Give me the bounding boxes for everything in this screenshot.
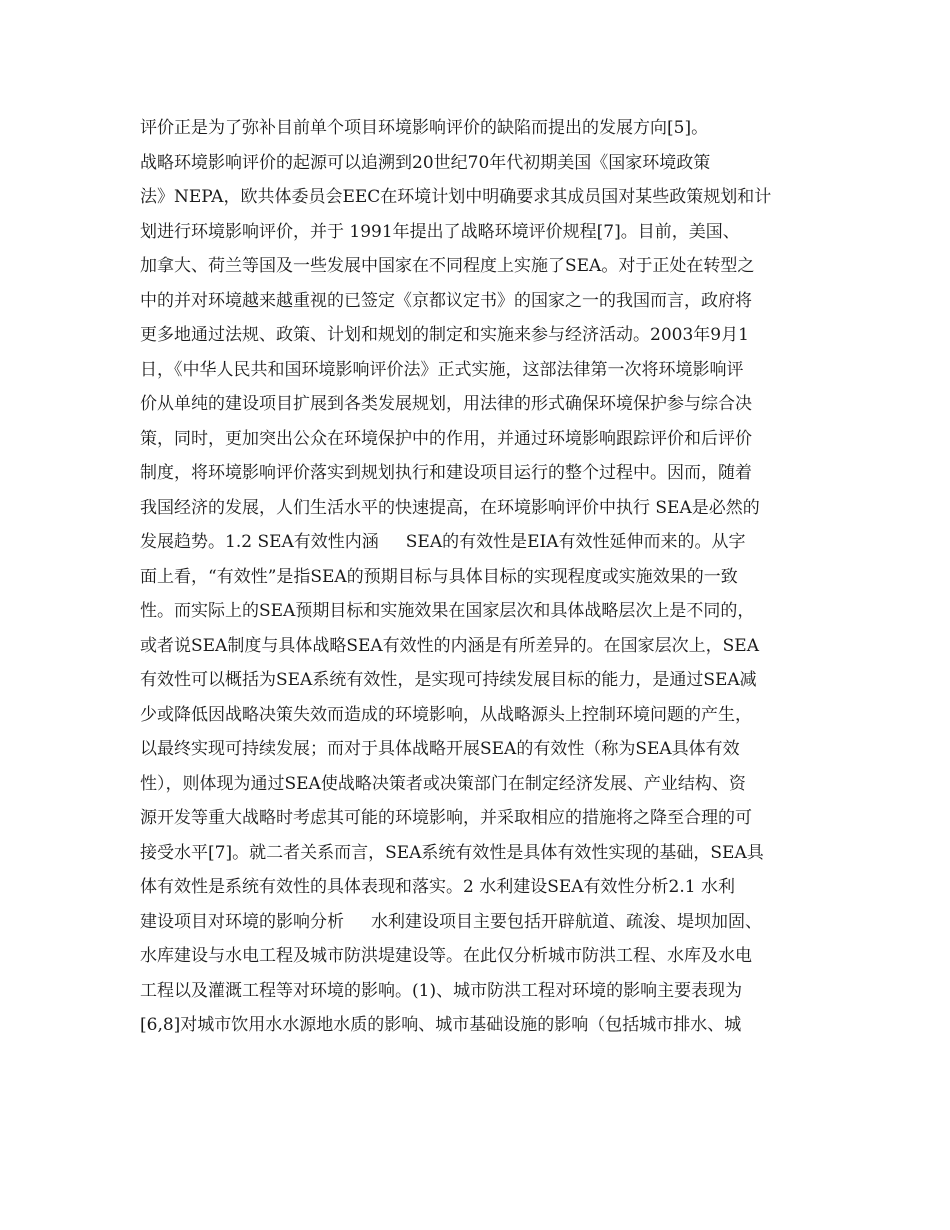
text-line: 建设项目对环境的影响分析 水利建设项目主要包括开辟航道、疏浚、堤坝加固、 (140, 911, 763, 932)
text-line: 面上看，“有效性”是指SEA的预期目标与具体目标的实现程度或实施效果的一致 (140, 566, 738, 587)
text-line: 法》NEPA，欧共体委员会EEC在环境计划中明确要求其成员国对某些政策规划和计 (140, 187, 772, 207)
text-line: 更多地通过法规、政策、计划和规划的制定和实施来参与经济活动。2003年9月1 (140, 325, 749, 345)
body-text (140, 111, 830, 1043)
text-line: 或者说SEA制度与具体战略SEA有效性的内涵是有所差异的。在国家层次上，SEA (140, 635, 759, 656)
text-line: 性），则体现为通过SEA使战略决策者或决策部门在制定经济发展、产业结构、资 (140, 773, 746, 794)
text-line: 水库建设与水电工程及城市防洪堤建设等。在此仅分析城市防洪工程、水库及水电 (140, 946, 752, 966)
text-line: 我国经济的发展，人们生活水平的快速提高，在环境影响评价中执行 SEA是必然的 (140, 497, 760, 518)
text-line: 加拿大、荷兰等国及一些发展中国家在不同程度上实施了SEA。对于正处在转型之 (140, 256, 755, 276)
text-line: 以最终实现可持续发展；而对于具体战略开展SEA的有效性（称为SEA具体有效 (140, 739, 740, 759)
text-line: 性。而实际上的SEA预期目标和实施效果在国家层次和具体战略层次上是不同的， (140, 601, 755, 621)
text-line: 价从单纯的建设项目扩展到各类发展规划，用法律的形式确保环境保护参与综合决 (140, 394, 752, 414)
text-line: 工程以及灌溉工程等对环境的影响。(1)、城市防洪工程对环境的影响主要表现为 (140, 980, 743, 1001)
text-line: 体有效性是系统有效性的具体表现和落实。2 水利建设SEA有效性分析2.1 水利 (140, 877, 735, 897)
text-line: 划进行环境影响评价，并于 1991年提出了战略环境评价规程[7]。目前，美国、 (140, 221, 740, 242)
text-line: 战略环境影响评价的起源可以追溯到20世纪70年代初期美国《国家环境政策 (140, 152, 711, 173)
text-line: 接受水平[7]。就二者关系而言，SEA系统有效性是具体有效性实现的基础，SEA具 (140, 842, 764, 863)
text-line: 源开发等重大战略时考虑其可能的环境影响，并采取相应的措施将之降至合理的可 (140, 808, 752, 828)
text-line: 有效性可以概括为SEA系统有效性，是实现可持续发展目标的能力，是通过SEA减 (140, 670, 757, 690)
text-line: [6,8]对城市饮用水水源地水质的影响、城市基础设施的影响（包括城市排水、城 (140, 1015, 742, 1035)
text-line: 发展趋势。1.2 SEA有效性内涵 SEA的有效性是EIA有效性延伸而来的。从字 (140, 532, 746, 552)
text-line: 日，《中华人民共和国环境影响评价法》正式实施，这部法律第一次将环境影响评 (140, 359, 744, 380)
text-line: 少或降低因战略决策失效而造成的环境影响，从战略源头上控制环境问题的产生， (140, 704, 752, 725)
text-line: 制度，将环境影响评价落实到规划执行和建设项目运行的整个过程中。因而，随着 (140, 463, 752, 483)
text-line: 中的并对环境越来越重视的已签定《京都议定书》的国家之一的我国而言，政府将 (140, 290, 752, 311)
text-line: 策，同时，更加突出公众在环境保护中的作用，并通过环境影响跟踪评价和后评价 (140, 428, 752, 449)
text-line: 评价正是为了弥补目前单个项目环境影响评价的缺陷而提出的发展方向[5]。 (140, 118, 709, 138)
